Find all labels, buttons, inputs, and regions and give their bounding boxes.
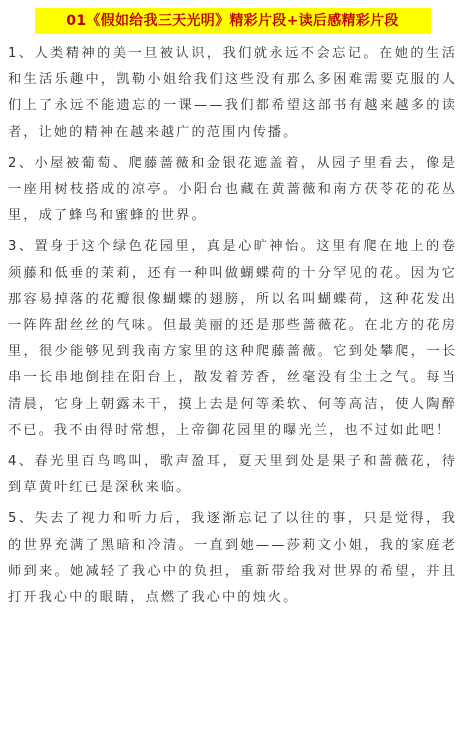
paragraph-4: 4、春光里百鸟鸣叫，歌声盈耳，夏天里到处是果子和蔷薇花，待到草黄叶红已是深秋来临。 — [8, 454, 457, 496]
paragraph-5: 5、失去了视力和听力后，我逐渐忘记了以往的事，只是觉得，我的世界充满了黑暗和冷清。一直到她——莎莉文小姐，我的家庭老师到来。她减轻了我心中的负担，重新带给我对世界的希望，并且打开我心中的眼睛，点燃了我心中的烛火。 — [8, 511, 457, 606]
article-title: 01《假如给我三天光明》精彩片段+读后感精彩片段 — [35, 8, 431, 34]
paragraph-1: 1、人类精神的美一旦被认识，我们就永远不会忘记。在她的生活和生活乐趣中，凯勒小姐给我们这些没有那么多困难需要克服的人们上了永远不能遗忘的一课——我们都希望这部书有越来越多的读者，让她的精神在越来越广的范围内传播。 — [8, 46, 457, 140]
paragraph-3: 3、置身于这个绿色花园里，真是心旷神怡。这里有爬在地上的卷须藤和低垂的茉莉，还有一种叫做蝴蝶荷的十分罕见的花。因为它那容易掉落的花瓣很像蝴蝶的翅膀，所以名叫蝴蝶荷，这种花发出一阵阵甜丝丝的气味。但最美丽的还是那些蔷薇花。在北方的花房里，很少能够见到我南方家里的这种爬藤蔷薇。它到处攀爬，一长串一长串地倒挂在阳台上，散发着芳香，丝毫没有尘土之气。每当清晨，它身上朝露未干，摸上去是何等柔软、何等高洁，使人陶醉不已。我不由得时常想，上帝御花园里的曝光兰，也不过如此吧！ — [8, 239, 457, 438]
paragraph-2: 2、小屋被葡萄、爬藤蔷薇和金银花遮盖着，从园子里看去，像是一座用树枝搭成的凉亭。小阳台也藏在黄蔷薇和南方茯苓花的花丛里，成了蜂鸟和蜜蜂的世界。 — [8, 155, 457, 224]
